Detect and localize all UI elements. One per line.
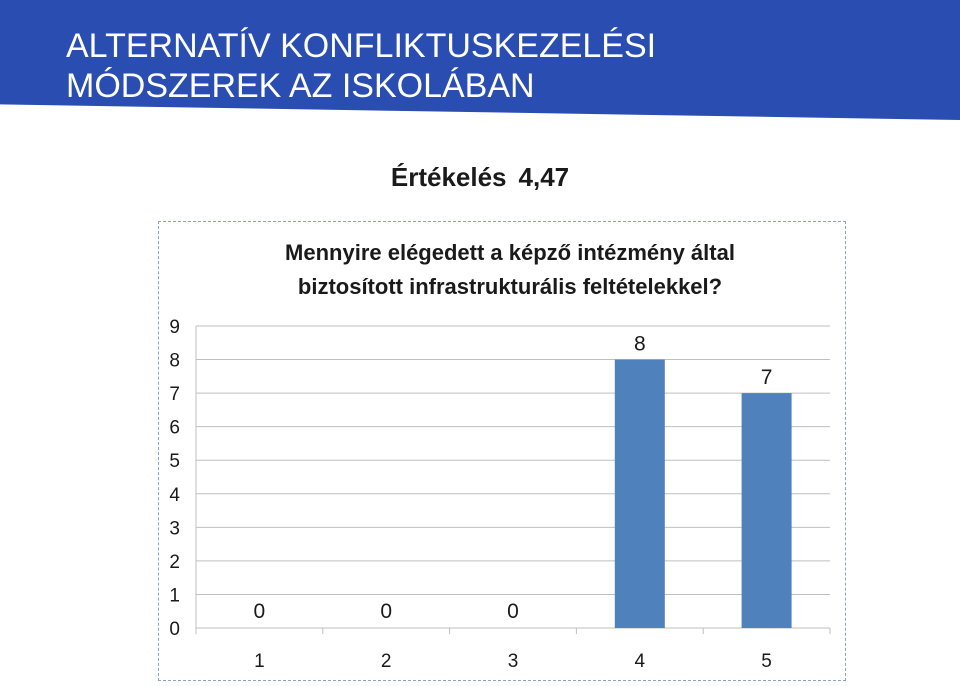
- bar-5: [742, 393, 792, 628]
- data-label: 7: [760, 366, 773, 390]
- x-tick-label: 2: [380, 651, 392, 672]
- slide-title-line-2: MÓDSZEREK AZ ISKOLÁBAN: [66, 67, 535, 105]
- data-label: 0: [253, 600, 266, 623]
- x-tick-label: 5: [761, 651, 772, 672]
- bar-4: [615, 360, 665, 628]
- y-tick-label: 9: [169, 317, 180, 338]
- data-label: 0: [507, 600, 519, 623]
- y-tick-label: 7: [169, 384, 180, 406]
- x-tick-label: 3: [507, 651, 519, 672]
- slide-title-line-1: ALTERNATÍV KONFLIKTUSKEZELÉSI: [66, 27, 657, 65]
- chart-gridlines: [196, 326, 830, 634]
- y-tick-label: 5: [169, 451, 180, 473]
- y-tick-label: 1: [169, 585, 180, 607]
- y-axis-tick-labels: [169, 317, 180, 640]
- data-label: 8: [633, 332, 646, 356]
- y-tick-label: 2: [169, 551, 180, 573]
- data-labels: [254, 333, 773, 623]
- y-tick-label: 6: [169, 417, 180, 439]
- x-axis-tick-labels: [254, 651, 772, 672]
- y-tick-label: 3: [169, 518, 180, 540]
- evaluation-value: 4,47: [518, 162, 570, 192]
- data-label: 0: [380, 600, 393, 623]
- evaluation-label: Értékelés: [390, 162, 507, 192]
- y-tick-label: 8: [169, 350, 180, 372]
- chart-title-line-2: biztosított infrastrukturális feltételekkel?: [297, 274, 723, 299]
- chart-title: [285, 240, 735, 299]
- y-tick-label: 4: [169, 484, 180, 506]
- x-tick-label: 4: [634, 651, 646, 672]
- chart-title-line-1: Mennyire elégedett a képző intézmény által: [285, 240, 735, 265]
- x-tick-label: 1: [254, 651, 265, 672]
- y-tick-label: 0: [169, 619, 180, 640]
